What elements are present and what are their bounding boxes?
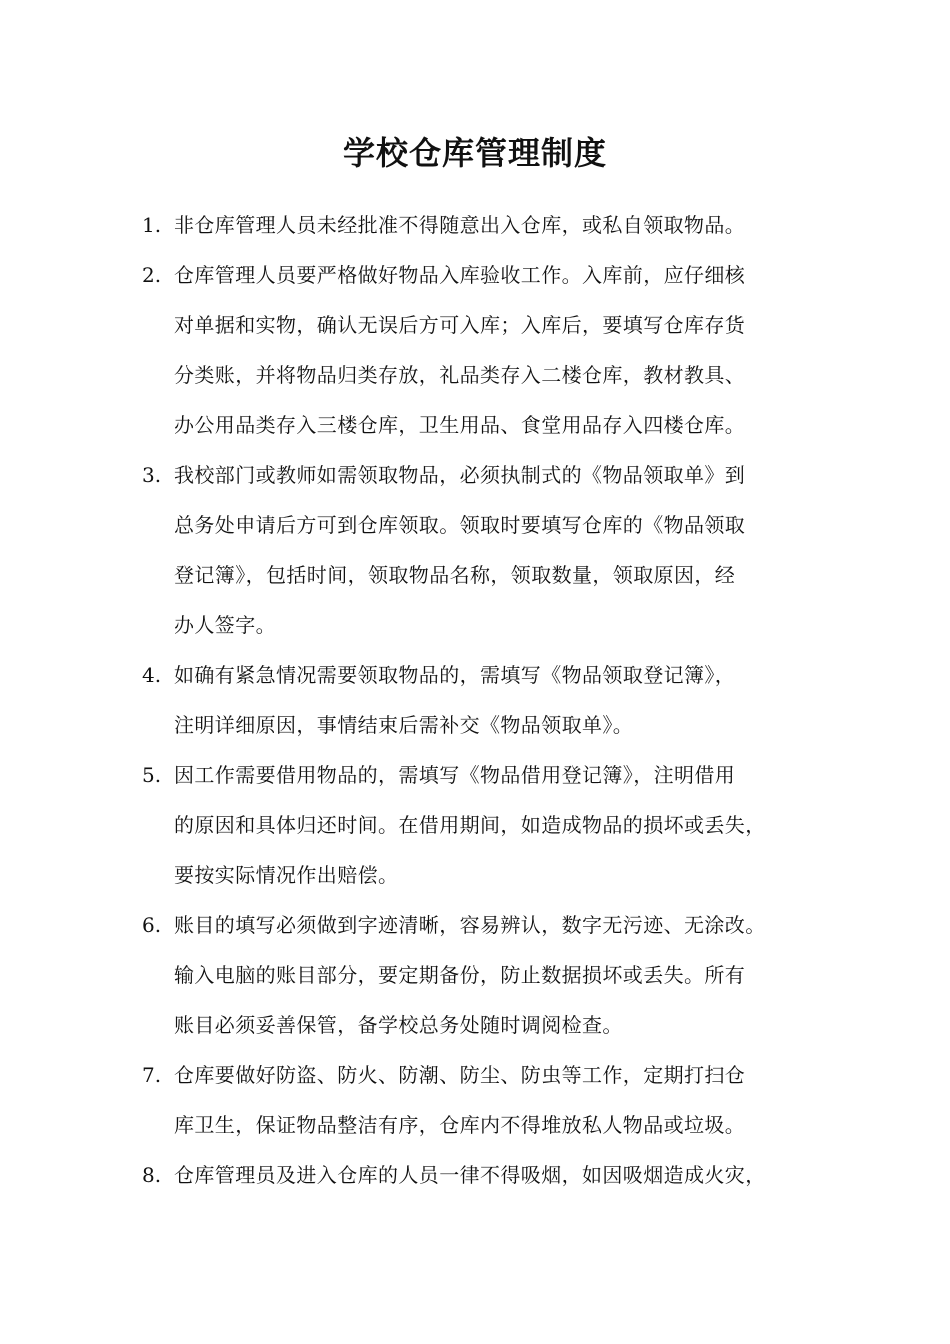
rules-list	[142, 200, 818, 1200]
rule-item	[142, 1050, 818, 1150]
rule-text-line: 非仓库管理人员未经批准不得随意出入仓库，或私自领取物品。	[174, 213, 746, 237]
rule-number: 1.	[142, 213, 162, 237]
page-title: 学校仓库管理制度	[342, 134, 607, 172]
rule-number: 6.	[142, 913, 162, 937]
rule-text-line: 办人签字。	[174, 613, 276, 637]
rule-text-line: 如确有紧急情况需要领取物品的，需填写《物品领取登记簿》，	[174, 663, 736, 687]
rule-number: 4.	[142, 663, 162, 687]
rule-item	[142, 200, 818, 250]
rule-item	[142, 450, 818, 650]
rule-text-line: 账目必须妥善保管，备学校总务处随时调阅检查。	[174, 1013, 623, 1037]
rule-text-line: 仓库要做好防盗、防火、防潮、防尘、防虫等工作，定期打扫仓	[174, 1063, 746, 1087]
rule-text-line: 办公用品类存入三楼仓库，卫生用品、食堂用品存入四楼仓库。	[174, 413, 746, 437]
rule-text-line: 我校部门或教师如需领取物品，必须执制式的《物品领取单》到	[174, 463, 746, 487]
rule-number: 7.	[142, 1063, 162, 1087]
rule-text-line: 注明详细原因，事情结束后需补交《物品领取单》。	[174, 713, 634, 737]
rule-text-line: 分类账，并将物品归类存放，礼品类存入二楼仓库，教材教具、	[174, 363, 746, 387]
rule-text-line: 要按实际情况作出赔偿。	[174, 863, 399, 887]
rule-number: 5.	[142, 763, 162, 787]
rule-text-line: 库卫生，保证物品整洁有序，仓库内不得堆放私人物品或垃圾。	[174, 1113, 746, 1137]
rule-text-line: 因工作需要借用物品的，需填写《物品借用登记簿》，注明借用	[174, 763, 736, 787]
rule-item	[142, 1150, 818, 1200]
rule-number: 2.	[142, 263, 162, 287]
rule-item	[142, 650, 818, 750]
rule-text-line: 对单据和实物，确认无误后方可入库；入库后，要填写仓库存货	[174, 313, 746, 337]
rule-item	[142, 750, 818, 900]
rule-number: 8.	[142, 1163, 162, 1187]
rule-number: 3.	[142, 463, 162, 487]
rule-item	[142, 900, 818, 1050]
rule-text-line: 登记簿》，包括时间，领取物品名称，领取数量，领取原因，经	[174, 563, 736, 587]
rule-text-line: 的原因和具体归还时间。在借用期间，如造成物品的损坏或丢失，	[174, 813, 766, 837]
rule-text-line: 输入电脑的账目部分，要定期备份，防止数据损坏或丢失。所有	[174, 963, 746, 987]
rule-text-line: 仓库管理人员要严格做好物品入库验收工作。入库前，应仔细核	[174, 263, 746, 287]
rule-text-line: 总务处申请后方可到仓库领取。领取时要填写仓库的《物品领取	[174, 513, 746, 537]
rule-item	[142, 250, 818, 450]
rule-text-line: 账目的填写必须做到字迹清晰，容易辨认，数字无污迹、无涂改。	[174, 913, 766, 937]
rule-text-line: 仓库管理员及进入仓库的人员一律不得吸烟，如因吸烟造成火灾，	[174, 1163, 766, 1187]
